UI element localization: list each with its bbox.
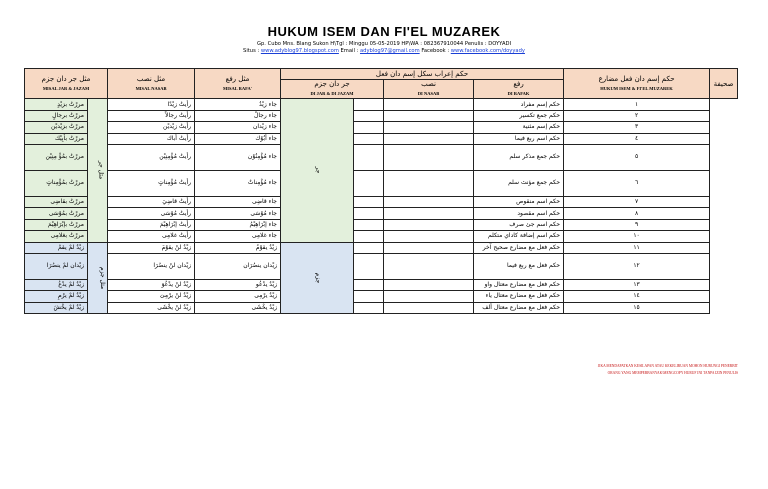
cell-mark-rafa [384,302,474,313]
cell-hukum: حكم اسم مقصود [474,208,564,219]
cell-number: ١١ [564,242,710,253]
cell-hukum: حكم إسم مثنية [474,122,564,133]
email-label: Email : [340,48,359,54]
cell-nasab: زيْدٌ لنْ يخْشَى [108,302,195,313]
cell-nasab: رأيتُ زيْدًا [108,99,195,110]
cell-mark-rafa [384,208,474,219]
cell-mark-rafa [384,279,474,290]
cell-mark-nasab [354,279,384,290]
cell-mark-rafa [384,291,474,302]
col-rafa [195,69,281,99]
cell-number: ١٣ [564,279,710,290]
cell-rafa: جاء مُؤْمِنُوْن [195,144,281,170]
col-sub-nasab-lat: DI NASAB [417,91,440,97]
cell-number: ١٢ [564,253,710,279]
cell-hukum: حكم اسم إضافة كاداي متكلم [474,231,564,242]
col-rafa-lat: MISAL RAFA' [222,85,253,91]
cell-jar: زيْدٌ لمْ يدْعُ [25,279,88,290]
cell-rafa: زيْدٌ يخْشَى [195,302,281,313]
col-sub-nasab-ar: نصب [421,80,436,89]
col-hukum-ar: حكم إسم دان فعل مضارع [598,74,675,83]
cell-jar: مررْتُ بمُؤْ مِنِيْن [25,144,88,170]
cell-rafa: جاء رجالٌ [195,110,281,121]
cell-mark-rafa [384,196,474,207]
table-row [25,133,738,144]
mid-isim-label [281,99,354,242]
cell-number: ٤ [564,133,710,144]
note-line-2: ORANG YANG MEMPERBANYAK\MENGCOPY HURUF INI TANPA IZIN PENULIS [607,371,738,375]
email-link[interactable]: adyblog97@gmail.com [359,48,420,54]
cell-jar: مررْتُ بقاضِى [25,196,88,207]
table-row [25,196,738,207]
cell-jar: مررْتُ بزيْدٍ [25,99,88,110]
cell-number: ٦ [564,170,710,196]
cell-nasab: رأيتُ مُؤْمِنِيْن [108,144,195,170]
col-nasab [108,69,195,99]
cell-mark-rafa [384,219,474,230]
cell-mark-nasab [354,110,384,121]
cell-jar: زيْدان لمْ ينصُرَا [25,253,88,279]
group-fiel-text: مثل جزم [99,266,107,289]
col-sub-rafa-lat: DI RAFAK [507,91,530,97]
mid-fiel-label [281,242,354,314]
group-fiel-label [88,242,108,314]
cell-nasab: زيْدٌ لنْ يقوْمَ [108,242,195,253]
cell-rafa: زيْدان ينصُرَان [195,253,281,279]
table-row [25,99,738,110]
cell-rafa: زيْدٌ يقوْمُ [195,242,281,253]
col-no [710,69,738,99]
mid-isim-text: جر [314,166,322,174]
cell-jar: مررْتُ بمُؤْمِناتٍ [25,170,88,196]
cell-mark-nasab [354,219,384,230]
cell-nasab: رأيتُ زيْديْن [108,122,195,133]
cell-number: ٧ [564,196,710,207]
cell-rafa: جاء قاضِى [195,196,281,207]
cell-mark-rafa [384,242,474,253]
cell-mark-rafa [384,144,474,170]
cell-number: ١٥ [564,302,710,313]
cell-rafa: زيْدٌ يدْعُو [195,279,281,290]
cell-jar: مررْتُ بأبِيْك [25,133,88,144]
cell-jar: زيْدٌ لمْ يقمْ [25,242,88,253]
cell-rafa: جاء إبْرَاهِيْمُ [195,219,281,230]
cell-number: ٣ [564,122,710,133]
cell-nasab: زيْدان لنْ ينصُرَا [108,253,195,279]
grammar-table [24,68,738,314]
facebook-label: Facebook : [421,48,450,54]
cell-mark-nasab [354,253,384,279]
cell-jar: زيْدٌ لمْ يرْمِ [25,291,88,302]
cell-hukum: حكم جمع مؤنث سلم [474,170,564,196]
cell-jar: مررْتُ بغلامِى [25,231,88,242]
cell-hukum: حكم إسم مفراد [474,99,564,110]
cell-hukum: حكم فعل مع مضارع معتال ياء [474,291,564,302]
note-line-1: JIKA MENDAPATKAN KESILAPAN ATAU KEKELIRUAN MOHON HUBUNGI PENERBIT [597,364,738,368]
cell-number: ١٤ [564,291,710,302]
cell-mark-nasab [354,302,384,313]
cell-jar: مررْتُ برجالٍ [25,110,88,121]
cell-jar: زيْدٌ لمْ يخْشَ [25,302,88,313]
col-jar-jazam [25,69,108,99]
cell-hukum: حكم فعل مع مضارع صحيح آخر [474,242,564,253]
cell-mark-rafa [384,110,474,121]
table-row [25,110,738,121]
cell-hukum: حكم اسم ربع فيما [474,133,564,144]
cell-hukum: حكم فعل مع مضارع معتال واو [474,279,564,290]
cell-hukum: حكم فعل مع ربع فيما [474,253,564,279]
table-row [25,253,738,279]
cell-nasab: رأيتُ غلامِى [108,231,195,242]
col-sub-jar [281,80,384,99]
cell-mark-nasab [354,208,384,219]
table-row [25,144,738,170]
cell-number: ٢ [564,110,710,121]
col-sub-jar-ar: جر دان جزم [314,80,350,89]
cell-nasab: زيْدٌ لنْ يرْمِىَ [108,291,195,302]
col-sub-rafa-ar: رفع [513,80,524,89]
cell-mark-nasab [354,170,384,196]
cell-jar: مررْتُ بمُوْسَى [25,208,88,219]
cell-nasab: رأيتُ إبْرَاهِيْمَ [108,219,195,230]
table-row [25,231,738,242]
cell-number: ١ [564,99,710,110]
table-row [25,122,738,133]
page-title: HUKUM ISEM DAN FI'EL MUZAREK [267,24,501,39]
col-rafa-ar: مثل رفع [225,74,250,83]
col-nasab-lat: MISAL NASAB [135,85,167,91]
col-nasab-ar: مثل نصب [136,74,166,83]
mid-fiel-text: جزم [314,272,322,284]
cell-mark-nasab [354,196,384,207]
cell-mark-nasab [354,133,384,144]
cell-hukum: حكم فعل مع مضارع معتال ألف [474,302,564,313]
col-sub-jar-lat: DI JAR & DI JAZAM [310,91,354,97]
cell-mark-rafa [384,253,474,279]
col-hukum-lat: HUKUM ISEM & FI'EL MUZAREK [600,85,673,91]
cell-jar: مررْتُ بإبْرَاهِيْمَ [25,219,88,230]
cell-mark-nasab [354,242,384,253]
cell-rafa: جاء زيْدٌ [195,99,281,110]
cell-number: ٥ [564,144,710,170]
cell-nasab: رأيتُ أباك [108,133,195,144]
col-jar-jazam-ar: مثل جر دان جزم [41,74,91,83]
col-jar-jazam-lat: MISAL JAR & JAZAM [42,85,90,91]
cell-rafa: جاء أبُوْك [195,133,281,144]
table-row [25,170,738,196]
cell-hukum: حكم اسم منقوص [474,196,564,207]
cell-number: ٨ [564,208,710,219]
group-isim-text: مثل جر [97,161,105,180]
situs-link[interactable]: www.adyblog97.blogspot.com [260,48,339,54]
cell-mark-nasab [354,291,384,302]
cell-mark-nasab [354,231,384,242]
cell-nasab: رأيتُ مُوْسَى [108,208,195,219]
facebook-link[interactable]: www.facebook.com/doyyady [450,48,525,54]
cell-hukum: حكم جمع مذكر سلم [474,144,564,170]
situs-label: Situs : [243,48,260,54]
cell-mark-nasab [354,144,384,170]
col-sub-rafa [474,80,564,99]
col-group [281,69,564,80]
contact-links [0,48,768,54]
col-group-ar: حكم إعراب سكل إسم دان فعل [375,70,469,79]
cell-hukum: حكم جمع تكسير [474,110,564,121]
col-no-ar: صحيفة [713,79,734,88]
cell-mark-nasab [354,122,384,133]
table-row [25,208,738,219]
cell-rafa: زيْدٌ يرْمِى [195,291,281,302]
cell-rafa: جاء مُوْسَى [195,208,281,219]
cell-mark-nasab [354,99,384,110]
cell-mark-rafa [384,170,474,196]
cell-jar: مررْتُ بزيْديْن [25,122,88,133]
author-info: Gp. Cubo Mns. Blang Sukon H\Tgl : Minggu 05-05-2019 HP\WA : 082367910044 Penulis : DOYYADI [256,41,512,47]
table-row [25,279,738,290]
cell-mark-rafa [384,231,474,242]
group-isim-label [88,99,108,242]
table-row [25,291,738,302]
cell-rafa: جاء مُؤْمِناتٌ [195,170,281,196]
cell-mark-rafa [384,133,474,144]
cell-mark-rafa [384,122,474,133]
col-hukum [564,69,710,99]
cell-nasab: رأيتُ قاضِيَ [108,196,195,207]
table-row [25,302,738,313]
cell-number: ٩ [564,219,710,230]
table-row [25,242,738,253]
col-sub-nasab [384,80,474,99]
cell-nasab: رأيتُ مُؤْمِناتٍ [108,170,195,196]
cell-rafa: جاء زيْدان [195,122,281,133]
cell-nasab: زيْدٌ لنْ يدْعُوَ [108,279,195,290]
cell-number: ١٠ [564,231,710,242]
cell-mark-rafa [384,99,474,110]
cell-hukum: حكم اسم جئ صرف [474,219,564,230]
table-row [25,219,738,230]
table-body [25,99,738,314]
cell-rafa: جاء غلامِى [195,231,281,242]
document-header [0,24,768,54]
cell-nasab: رأيتُ رجالاً [108,110,195,121]
